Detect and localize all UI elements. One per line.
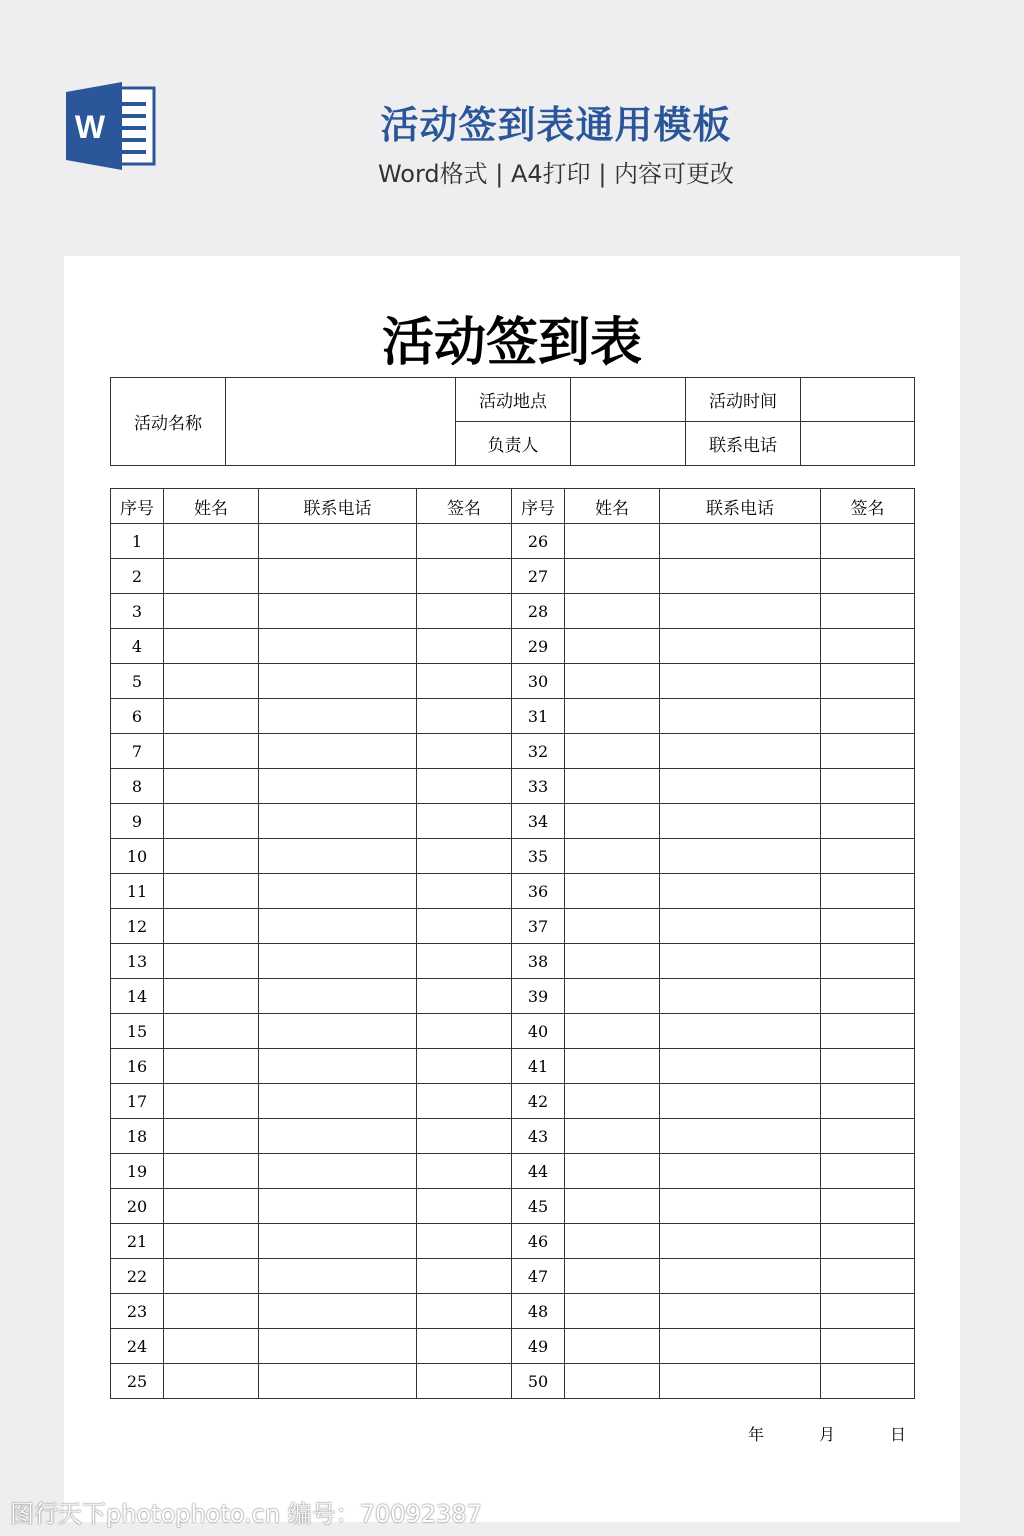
name-field[interactable] (565, 944, 660, 979)
row-number: 20 (111, 1189, 164, 1224)
name-field[interactable] (164, 839, 259, 874)
row-number: 49 (512, 1329, 565, 1364)
row-number: 27 (512, 559, 565, 594)
name-field[interactable] (565, 1329, 660, 1364)
table-row (111, 629, 915, 664)
table-row (111, 979, 915, 1014)
table-row (111, 1259, 915, 1294)
name-field[interactable] (164, 594, 259, 629)
phone-field[interactable] (259, 1154, 417, 1189)
svg-text:W: W (74, 109, 106, 145)
table-header-row (111, 489, 915, 524)
phone-field[interactable] (259, 1084, 417, 1119)
phone-field[interactable] (259, 1259, 417, 1294)
table-row (111, 909, 915, 944)
row-number: 21 (111, 1224, 164, 1259)
signature-field[interactable] (821, 1329, 915, 1364)
row-number: 41 (512, 1049, 565, 1084)
name-field[interactable] (565, 979, 660, 1014)
phone-field[interactable] (259, 1014, 417, 1049)
table-row (111, 594, 915, 629)
phone-field[interactable] (660, 734, 821, 769)
name-field[interactable] (164, 1154, 259, 1189)
row-number: 5 (111, 664, 164, 699)
phone-field[interactable] (660, 769, 821, 804)
phone-field[interactable] (259, 944, 417, 979)
signin-table (110, 488, 915, 1399)
row-number: 46 (512, 1224, 565, 1259)
signature-field[interactable] (417, 1084, 512, 1119)
phone-field[interactable] (660, 559, 821, 594)
signature-field[interactable] (821, 909, 915, 944)
signature-field[interactable] (821, 524, 915, 559)
signature-field[interactable] (417, 1014, 512, 1049)
activity-location-field[interactable] (571, 378, 686, 422)
signature-field[interactable] (417, 699, 512, 734)
table-row (111, 1014, 915, 1049)
row-number: 50 (512, 1364, 565, 1399)
signature-field[interactable] (821, 1154, 915, 1189)
header-cell: 序号 (111, 489, 164, 524)
phone-field[interactable] (660, 979, 821, 1014)
phone-field[interactable] (660, 1084, 821, 1119)
date-month: 月 (819, 1425, 836, 1444)
name-field[interactable] (164, 734, 259, 769)
name-field[interactable] (164, 1259, 259, 1294)
row-number: 43 (512, 1119, 565, 1154)
signature-field[interactable] (821, 839, 915, 874)
signature-field[interactable] (417, 1224, 512, 1259)
row-number: 2 (111, 559, 164, 594)
signature-field[interactable] (417, 1259, 512, 1294)
date-day: 日 (890, 1425, 907, 1444)
row-number: 34 (512, 804, 565, 839)
table-row (111, 559, 915, 594)
name-field[interactable] (565, 559, 660, 594)
row-number: 31 (512, 699, 565, 734)
row-number: 17 (111, 1084, 164, 1119)
row-number: 16 (111, 1049, 164, 1084)
phone-field[interactable] (259, 1364, 417, 1399)
row-number: 47 (512, 1259, 565, 1294)
signature-field[interactable] (821, 664, 915, 699)
name-field[interactable] (164, 699, 259, 734)
signature-field[interactable] (417, 1154, 512, 1189)
row-number: 29 (512, 629, 565, 664)
signature-field[interactable] (821, 979, 915, 1014)
signature-field[interactable] (821, 594, 915, 629)
phone-field[interactable] (259, 1049, 417, 1084)
row-number: 6 (111, 699, 164, 734)
header-cell: 序号 (512, 489, 565, 524)
signature-field[interactable] (417, 839, 512, 874)
phone-field[interactable] (259, 1224, 417, 1259)
table-row (111, 769, 915, 804)
name-field[interactable] (565, 1189, 660, 1224)
phone-field[interactable] (660, 1014, 821, 1049)
name-field[interactable] (164, 1014, 259, 1049)
signature-field[interactable] (417, 1329, 512, 1364)
word-icon (66, 82, 158, 170)
phone-field[interactable] (259, 979, 417, 1014)
signature-field[interactable] (821, 1049, 915, 1084)
phone-field[interactable] (259, 909, 417, 944)
signature-field[interactable] (821, 804, 915, 839)
name-field[interactable] (164, 979, 259, 1014)
signature-field[interactable] (821, 629, 915, 664)
name-field[interactable] (164, 664, 259, 699)
phone-field[interactable] (660, 1329, 821, 1364)
phone-field[interactable] (259, 874, 417, 909)
name-field[interactable] (565, 664, 660, 699)
row-number: 32 (512, 734, 565, 769)
phone-field[interactable] (660, 594, 821, 629)
header-cell: 联系电话 (259, 489, 417, 524)
activity-time-field[interactable] (801, 378, 915, 422)
name-field[interactable] (565, 1259, 660, 1294)
row-number: 1 (111, 524, 164, 559)
row-number: 22 (111, 1259, 164, 1294)
phone-field[interactable] (660, 804, 821, 839)
row-number: 14 (111, 979, 164, 1014)
name-field[interactable] (565, 1294, 660, 1329)
table-row (111, 804, 915, 839)
name-field[interactable] (565, 1119, 660, 1154)
phone-field[interactable] (660, 664, 821, 699)
name-field[interactable] (164, 1294, 259, 1329)
table-row (111, 874, 915, 909)
header-cell: 签名 (417, 489, 512, 524)
phone-field[interactable] (660, 839, 821, 874)
header-cell: 姓名 (565, 489, 660, 524)
table-row (111, 1224, 915, 1259)
header-cell: 联系电话 (660, 489, 821, 524)
signature-field[interactable] (417, 629, 512, 664)
row-number: 23 (111, 1294, 164, 1329)
table-row (111, 944, 915, 979)
phone-field[interactable] (660, 524, 821, 559)
row-number: 4 (111, 629, 164, 664)
name-field[interactable] (164, 1364, 259, 1399)
phone-field[interactable] (660, 1119, 821, 1154)
phone-field[interactable] (259, 1294, 417, 1329)
date-year: 年 (748, 1425, 765, 1444)
row-number: 13 (111, 944, 164, 979)
banner-subtitle: Word格式 | A4打印 | 内容可更改 (377, 160, 735, 188)
signature-field[interactable] (821, 1119, 915, 1154)
phone-field[interactable] (259, 734, 417, 769)
table-row (111, 839, 915, 874)
row-number: 45 (512, 1189, 565, 1224)
phone-field[interactable] (259, 559, 417, 594)
row-number: 9 (111, 804, 164, 839)
banner (0, 0, 1024, 250)
row-number: 38 (512, 944, 565, 979)
name-field[interactable] (565, 1084, 660, 1119)
row-number: 11 (111, 874, 164, 909)
row-number: 37 (512, 909, 565, 944)
name-field[interactable] (164, 1224, 259, 1259)
row-number: 19 (111, 1154, 164, 1189)
row-number: 44 (512, 1154, 565, 1189)
phone-field[interactable] (660, 1364, 821, 1399)
name-field[interactable] (164, 559, 259, 594)
name-field[interactable] (565, 1154, 660, 1189)
signature-field[interactable] (417, 1049, 512, 1084)
table-row (111, 1154, 915, 1189)
phone-field[interactable] (259, 1119, 417, 1154)
name-field[interactable] (164, 1049, 259, 1084)
name-field[interactable] (565, 874, 660, 909)
signature-field[interactable] (417, 594, 512, 629)
activity-location-label: 活动地点 (456, 378, 571, 422)
name-field[interactable] (565, 839, 660, 874)
contact-phone-field[interactable] (801, 422, 915, 466)
name-field[interactable] (164, 1084, 259, 1119)
name-field[interactable] (565, 699, 660, 734)
name-field[interactable] (164, 944, 259, 979)
table-row (111, 1189, 915, 1224)
phone-field[interactable] (259, 769, 417, 804)
name-field[interactable] (164, 909, 259, 944)
row-number: 25 (111, 1364, 164, 1399)
signature-field[interactable] (821, 559, 915, 594)
phone-field[interactable] (259, 594, 417, 629)
phone-field[interactable] (660, 874, 821, 909)
row-number: 3 (111, 594, 164, 629)
phone-field[interactable] (660, 1224, 821, 1259)
row-number: 42 (512, 1084, 565, 1119)
row-number: 39 (512, 979, 565, 1014)
activity-info-table (110, 377, 915, 466)
name-field[interactable] (164, 629, 259, 664)
activity-time-label: 活动时间 (686, 378, 801, 422)
header-cell: 姓名 (164, 489, 259, 524)
signature-field[interactable] (821, 734, 915, 769)
phone-field[interactable] (259, 804, 417, 839)
signature-field[interactable] (417, 874, 512, 909)
signature-field[interactable] (821, 1014, 915, 1049)
row-number: 28 (512, 594, 565, 629)
signature-field[interactable] (417, 734, 512, 769)
name-field[interactable] (164, 1119, 259, 1154)
row-number: 30 (512, 664, 565, 699)
phone-field[interactable] (259, 1189, 417, 1224)
activity-name-label: 活动名称 (111, 378, 226, 466)
phone-field[interactable] (259, 839, 417, 874)
signature-field[interactable] (821, 1189, 915, 1224)
table-row (111, 699, 915, 734)
signature-field[interactable] (821, 944, 915, 979)
name-field[interactable] (565, 804, 660, 839)
name-field[interactable] (565, 734, 660, 769)
name-field[interactable] (565, 1364, 660, 1399)
row-number: 48 (512, 1294, 565, 1329)
row-number: 35 (512, 839, 565, 874)
row-number: 10 (111, 839, 164, 874)
row-number: 7 (111, 734, 164, 769)
table-row (111, 1294, 915, 1329)
signature-field[interactable] (821, 1364, 915, 1399)
table-row (111, 1049, 915, 1084)
banner-title: 活动签到表通用模板 (380, 103, 732, 147)
signature-field[interactable] (417, 944, 512, 979)
row-number: 8 (111, 769, 164, 804)
person-in-charge-field[interactable] (571, 422, 686, 466)
name-field[interactable] (565, 1014, 660, 1049)
phone-field[interactable] (660, 1259, 821, 1294)
signature-field[interactable] (417, 664, 512, 699)
name-field[interactable] (164, 524, 259, 559)
row-number: 26 (512, 524, 565, 559)
row-number: 24 (111, 1329, 164, 1364)
row-number: 15 (111, 1014, 164, 1049)
document-page (64, 256, 960, 1522)
name-field[interactable] (565, 1224, 660, 1259)
phone-field[interactable] (259, 664, 417, 699)
phone-field[interactable] (259, 699, 417, 734)
phone-field[interactable] (660, 1294, 821, 1329)
name-field[interactable] (164, 1189, 259, 1224)
table-row (111, 1084, 915, 1119)
name-field[interactable] (164, 1329, 259, 1364)
phone-field[interactable] (660, 1049, 821, 1084)
signature-field[interactable] (417, 524, 512, 559)
phone-field[interactable] (660, 699, 821, 734)
phone-field[interactable] (660, 629, 821, 664)
row-number: 12 (111, 909, 164, 944)
signature-field[interactable] (821, 1224, 915, 1259)
signature-field[interactable] (821, 1084, 915, 1119)
row-number: 33 (512, 769, 565, 804)
table-row (111, 1329, 915, 1364)
name-field[interactable] (565, 1049, 660, 1084)
signature-field[interactable] (821, 1259, 915, 1294)
signature-field[interactable] (417, 979, 512, 1014)
phone-field[interactable] (660, 909, 821, 944)
phone-field[interactable] (660, 944, 821, 979)
signature-field[interactable] (821, 874, 915, 909)
signature-field[interactable] (821, 699, 915, 734)
signature-field[interactable] (417, 804, 512, 839)
table-row (111, 1119, 915, 1154)
name-field[interactable] (164, 874, 259, 909)
name-field[interactable] (565, 524, 660, 559)
activity-name-field[interactable] (226, 378, 456, 466)
table-row (111, 664, 915, 699)
header-cell: 签名 (821, 489, 915, 524)
signature-field[interactable] (821, 769, 915, 804)
phone-field[interactable] (660, 1189, 821, 1224)
person-in-charge-label: 负责人 (456, 422, 571, 466)
signature-field[interactable] (417, 559, 512, 594)
signature-field[interactable] (417, 1119, 512, 1154)
phone-field[interactable] (259, 1329, 417, 1364)
name-field[interactable] (164, 769, 259, 804)
document-title: 活动签到表 (381, 312, 642, 373)
phone-field[interactable] (259, 629, 417, 664)
contact-phone-label: 联系电话 (686, 422, 801, 466)
row-number: 36 (512, 874, 565, 909)
row-number: 40 (512, 1014, 565, 1049)
signature-field[interactable] (417, 909, 512, 944)
signature-field[interactable] (417, 1294, 512, 1329)
name-field[interactable] (565, 629, 660, 664)
signature-field[interactable] (417, 769, 512, 804)
table-row (111, 734, 915, 769)
signature-field[interactable] (821, 1294, 915, 1329)
signature-field[interactable] (417, 1189, 512, 1224)
phone-field[interactable] (259, 524, 417, 559)
name-field[interactable] (164, 804, 259, 839)
name-field[interactable] (565, 594, 660, 629)
name-field[interactable] (565, 769, 660, 804)
row-number: 18 (111, 1119, 164, 1154)
name-field[interactable] (565, 909, 660, 944)
phone-field[interactable] (660, 1154, 821, 1189)
table-row (111, 524, 915, 559)
table-row (111, 1364, 915, 1399)
watermark: 图行天下photophoto.cn 编号：70092387 (10, 1500, 482, 1528)
signature-field[interactable] (417, 1364, 512, 1399)
